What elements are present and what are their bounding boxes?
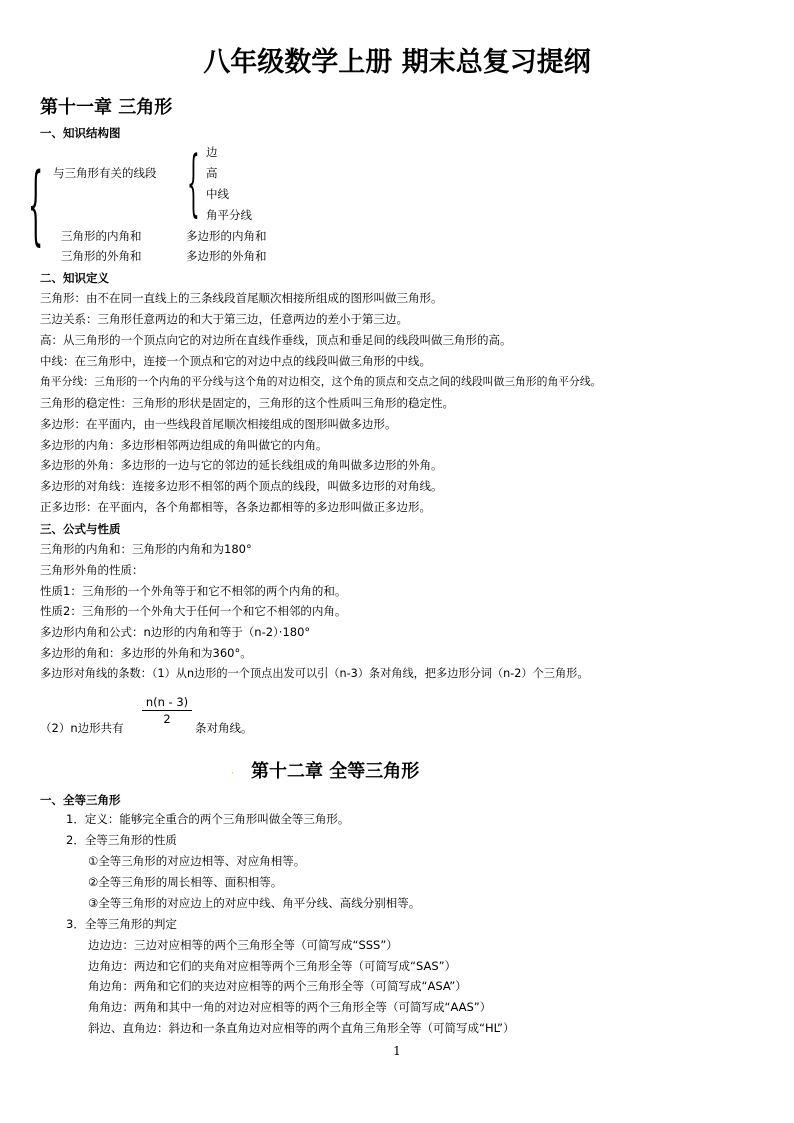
diagonal-count-prefix: （2）n边形共有 xyxy=(40,721,124,735)
formula-item: 多边形对角线的条数：（1）从n边形的一个顶点出发可以引（n-3）条对角线，把多边形分词（n-2）个三角形。 xyxy=(40,667,589,680)
formula-item: 三角形外角的性质： xyxy=(40,563,144,577)
chapter-12-marker: . xyxy=(231,766,234,775)
formula-item: 性质1：三角形的一个外角等于和它不相邻的两个内角的和。 xyxy=(40,584,347,598)
section-formulas: 三、公式与性质 xyxy=(40,522,121,536)
formula-item: 性质2：三角形的一个外角大于任何一个和它不相邻的内角。 xyxy=(40,604,347,618)
tree-polygon-exterior: 多边形的外角和 xyxy=(186,249,267,263)
definition-item: 三边关系：三角形任意两边的和大于第三边，任意两边的差小于第三边。 xyxy=(40,312,408,326)
formula-item: 三角形的内角和：三角形的内角和为180° xyxy=(40,542,252,556)
fraction-numerator: n(n - 3) xyxy=(145,695,189,709)
definition-item: 多边形的外角：多边形的一边与它的邻边的延长线组成的角叫做多边形的外角。 xyxy=(40,458,443,472)
definition-item: 角平分线：三角形的一个内角的平分线与这个角的对边相交，这个角的顶点和交点之间的线段叫做三角形的角平分线。 xyxy=(40,375,602,388)
tree-triangle-exterior: 三角形的外角和 xyxy=(61,249,142,263)
diagonal-count-fraction xyxy=(142,695,192,726)
congruence-item: ①全等三角形的对应边相等、对应角相等。 xyxy=(88,854,306,868)
section-definitions: 二、知识定义 xyxy=(40,271,109,285)
congruence-item: 2．全等三角形的性质 xyxy=(66,833,177,847)
congruence-item: 角边角：两角和它们的夹边对应相等的两个三角形全等（可简写成“ASA”） xyxy=(88,979,467,993)
congruence-item: 3．全等三角形的判定 xyxy=(66,917,177,931)
tree-root: 与三角形有关的线段 xyxy=(53,166,157,180)
tree-leaf-bisector: 角平分线 xyxy=(206,208,252,222)
definition-item: 三角形的稳定性：三角形的形状是固定的，三角形的这个性质叫三角形的稳定性。 xyxy=(40,396,454,410)
section-knowledge-structure: 一、知识结构图 xyxy=(40,126,121,140)
tree-leaf-edge: 边 xyxy=(206,145,218,159)
definition-item: 多边形的内角：多边形相邻两边组成的角叫做它的内角。 xyxy=(40,438,328,452)
tree-polygon-interior: 多边形的内角和 xyxy=(186,229,267,243)
formula-item: 多边形的角和：多边形的外角和为360°。 xyxy=(40,646,252,660)
tree-leaf-altitude: 高 xyxy=(206,166,218,180)
definition-item: 正多边形：在平面内，各个角都相等，各条边都相等的多边形叫做正多边形。 xyxy=(40,500,431,514)
fraction-denominator: 2 xyxy=(163,712,171,726)
congruence-item: ③全等三角形的对应边上的对应中线、角平分线、高线分别相等。 xyxy=(88,896,421,910)
definition-item: 高：从三角形的一个顶点向它的对边所在直线作垂线，顶点和垂足间的线段叫做三角形的高。 xyxy=(40,333,512,347)
definition-item: 多边形：在平面内，由一些线段首尾顺次相接组成的图形叫做多边形。 xyxy=(40,417,397,431)
definition-item: 多边形的对角线：连接多边形不相邻的两个顶点的线段，叫做多边形的对角线。 xyxy=(40,479,443,493)
section-congruent-triangles: 一、全等三角形 xyxy=(40,793,121,807)
congruence-item: 边边边：三边对应相等的两个三角形全等（可简写成“SSS”） xyxy=(88,938,398,952)
inner-brace: { xyxy=(187,138,200,226)
congruence-item: 斜边、直角边：斜边和一条直角边对应相等的两个直角三角形全等（可简写成“HL”） xyxy=(88,1021,515,1035)
congruence-item: ②全等三角形的周长相等、面积相等。 xyxy=(88,875,283,889)
page-number: 1 xyxy=(393,1044,401,1058)
definition-item: 中线：在三角形中，连接一个顶点和它的对边中点的线段叫做三角形的中线。 xyxy=(40,354,431,368)
congruence-item: 角角边：两角和其中一角的对边对应相等的两个三角形全等（可简写成“AAS”） xyxy=(88,1000,492,1014)
chapter-12-title: 第十二章 全等三角形 xyxy=(251,761,420,782)
definition-item: 三角形：由不在同一直线上的三条线段首尾顺次相接所组成的图形叫做三角形。 xyxy=(40,291,443,305)
tree-triangle-interior: 三角形的内角和 xyxy=(61,229,142,243)
diagonal-count-suffix: 条对角线。 xyxy=(195,721,253,735)
fraction-bar xyxy=(142,710,192,711)
document-title: 八年级数学上册 期末总复习提纲 xyxy=(203,47,591,78)
congruence-item: 1．定义：能够完全重合的两个三角形叫做全等三角形。 xyxy=(66,812,350,826)
congruence-item: 边角边：两边和它们的夹角对应相等两个三角形全等（可简写成“SAS”） xyxy=(88,959,457,973)
tree-leaf-median: 中线 xyxy=(206,187,229,201)
outer-brace: { xyxy=(28,154,44,256)
formula-item: 多边形内角和公式：n边形的内角和等于（n-2）·180° xyxy=(40,625,311,639)
chapter-11-title: 第十一章 三角形 xyxy=(40,97,173,118)
